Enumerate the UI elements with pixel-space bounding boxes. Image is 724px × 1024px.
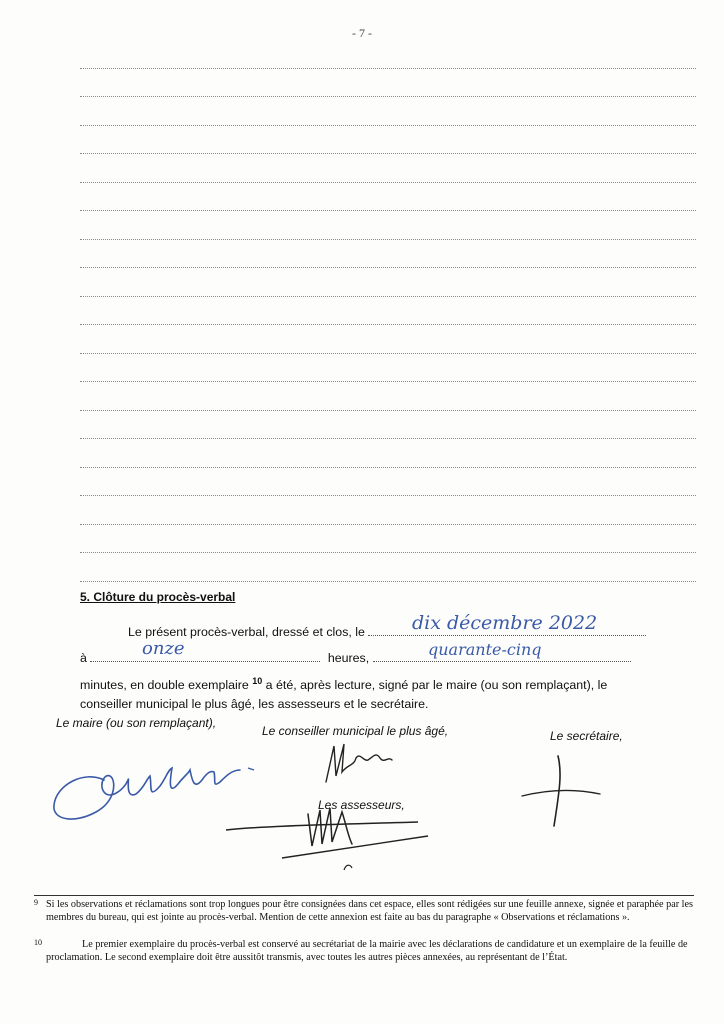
hour-field — [90, 650, 320, 662]
writing-line — [80, 353, 696, 354]
writing-line — [80, 410, 696, 411]
assesseurs-label: Les assesseurs, — [318, 798, 405, 812]
writing-line — [80, 552, 696, 553]
handwritten-minutes: quarante-cinq — [428, 640, 542, 659]
closing-text-3: minutes, en double exemplaire — [80, 678, 249, 693]
closing-text-2b: heures, — [327, 651, 370, 665]
closing-line-4 — [80, 697, 428, 711]
writing-line — [80, 381, 696, 382]
writing-line — [80, 296, 696, 297]
writing-line — [80, 267, 696, 268]
closing-text-3b: a été, après lecture, signé par le maire (ou son remplaçant), le — [265, 678, 608, 693]
footnote-9 — [34, 899, 694, 924]
conseiller-label: Le conseiller municipal le plus âgé, — [262, 724, 449, 738]
handwritten-hour: onze — [142, 638, 185, 659]
writing-line — [80, 153, 696, 154]
closing-text-2a: à — [80, 651, 87, 665]
footnote-separator — [34, 895, 694, 896]
footnote-number: 9 — [34, 898, 38, 907]
writing-line — [80, 182, 696, 183]
assesseurs-signature — [222, 800, 442, 875]
section-title: 5. Clôture du procès-verbal — [80, 590, 236, 604]
secretaire-label: Le secrétaire, — [550, 729, 623, 743]
footnote-text: Le premier exemplaire du procès-verbal est conservé au secrétariat de la mairie avec les déclarations de candidature et un exemplaire de la feuille de proclamation. Le second exemplaire doit être aussitôt transmis, avec toutes les autres pièces annexées, au représentant de l’État. — [46, 939, 688, 963]
closing-text-1: Le présent procès-verbal, dressé et clos, le — [128, 625, 365, 639]
writing-line — [80, 467, 696, 468]
writing-line — [80, 125, 696, 126]
writing-line — [80, 581, 696, 582]
writing-line — [80, 324, 696, 325]
footnote-text: Si les observations et réclamations sont trop longues pour être consignées dans cet espace, elles sont rédigées sur une feuille annexe, signée et paraphée par les membres du bureau, qui est jointe au procès-verbal. Mention de cette annexion est faite au bas du paragraphe « Observations et réclamations ». — [46, 899, 693, 923]
writing-line — [80, 495, 696, 496]
closing-line-3 — [80, 676, 607, 692]
writing-line — [80, 239, 696, 240]
secretaire-signature — [516, 752, 606, 832]
closing-text-4: conseiller municipal le plus âgé, les assesseurs et le secrétaire. — [80, 697, 429, 711]
writing-line — [80, 68, 696, 69]
page-number: - 7 - — [352, 26, 372, 40]
writing-line — [80, 438, 696, 439]
writing-line — [80, 96, 696, 97]
footnote-ref: 10 — [252, 676, 263, 686]
footnote-10 — [34, 939, 694, 964]
conseiller-signature — [318, 738, 408, 788]
handwritten-date: dix décembre 2022 — [412, 612, 598, 634]
writing-line — [80, 524, 696, 525]
writing-line — [80, 210, 696, 211]
maire-label: Le maire (ou son remplaçant), — [56, 716, 217, 730]
footnote-number: 10 — [34, 938, 42, 947]
